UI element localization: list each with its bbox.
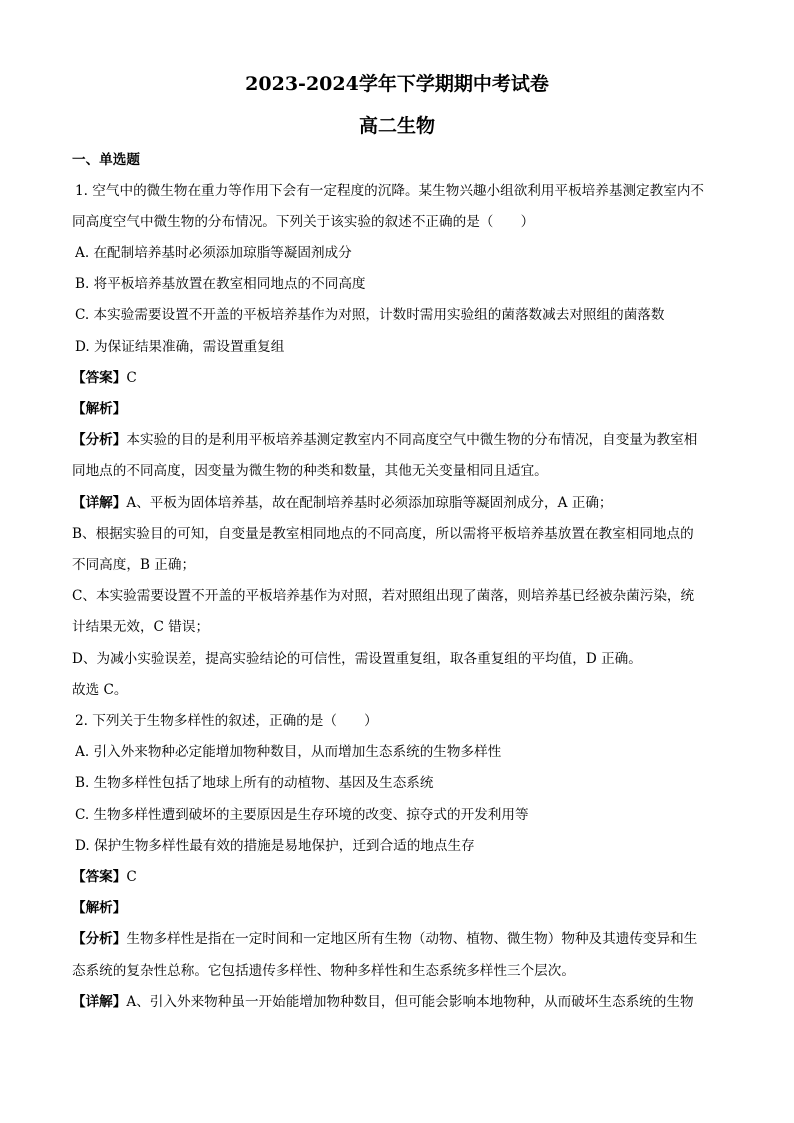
analysis-tag: 【解析】 [72, 900, 127, 916]
q2-answer [72, 867, 722, 887]
q1-option-d: D. 为保证结果准确，需设置重复组 [75, 339, 285, 355]
q2-option-a: A. 引入外来物种必定能增加物种数目，从而增加生态系统的生物多样性 [75, 744, 502, 760]
xiangjie-tag: 【详解】 [72, 994, 127, 1010]
q1-answer [72, 368, 722, 388]
q2-option-c: C. 生物多样性遭到破坏的主要原因是生存环境的改变、掠夺式的开发利用等 [75, 807, 529, 823]
answer-value: C [126, 869, 137, 885]
q2-stem: 2. 下列关于生物多样性的叙述，正确的是（ ） [75, 713, 378, 729]
fenxi-tag: 【分析】 [72, 432, 127, 448]
q1-stem-line2: 同高度空气中微生物的分布情况。下列关于该实验的叙述不正确的是（ ） [72, 214, 535, 230]
q2-xiangjie-line1 [72, 992, 722, 1012]
q1-stem-line1: 1. 空气中的微生物在重力等作用下会有一定程度的沉降。某生物兴趣小组欲利用平板培养基测定教室内不 [75, 183, 705, 199]
page-title: 2023-2024学年下学期期中考试卷 [245, 73, 549, 95]
q2-option-b: B. 生物多样性包括了地球上所有的动植物、基因及生态系统 [75, 775, 434, 791]
analysis-tag: 【解析】 [72, 401, 127, 417]
fenxi-text: 本实验的目的是利用平板培养基测定教室内不同高度空气中微生物的分布情况，自变量为教室相 [126, 432, 698, 448]
q1-analysis-tag [72, 399, 722, 419]
fenxi-text: 生物多样性是指在一定时间和一定地区所有生物（动物、植物、微生物）物种及其遗传变异和生 [126, 931, 698, 947]
answer-tag: 【答案】 [72, 370, 127, 386]
section-heading: 一、单选题 [72, 152, 140, 168]
xiangjie-text: A、引入外来物种虽一开始能增加物种数目，但可能会影响本地物种，从而破坏生态系统的生物 [126, 994, 694, 1010]
q1-xiangjie-line1 [72, 493, 722, 513]
q1-option-a: A. 在配制培养基时必须添加琼脂等凝固剂成分 [75, 245, 352, 261]
q1-conclusion: 故选 C。 [72, 682, 128, 698]
fenxi-tag: 【分析】 [72, 931, 127, 947]
q1-b-line2: 不同高度，B 正确； [72, 557, 196, 573]
q1-fenxi-line2: 同地点的不同高度，因变量为微生物的种类和数量，其他无关变量相同且适宜。 [72, 463, 548, 479]
xiangjie-text: A、平板为固体培养基，故在配制培养基时必须添加琼脂等凝固剂成分，A 正确； [126, 495, 613, 511]
q1-d-line1: D、为减小实验误差，提高实验结论的可信性，需设置重复组，取各重复组的平均值，D 正确。 [72, 651, 642, 667]
q2-fenxi-line2: 态系统的复杂性总称。它包括遗传多样性、物种多样性和生态系统多样性三个层次。 [72, 963, 575, 979]
q1-option-b: B. 将平板培养基放置在教室相同地点的不同高度 [75, 276, 366, 292]
q1-c-line2: 计结果无效，C 错误； [72, 619, 210, 635]
q1-b-line1: B、根据实验目的可知，自变量是教室相同地点的不同高度，所以需将平板培养基放置在教室相同地点的 [72, 526, 694, 542]
answer-value: C [126, 370, 137, 386]
answer-tag: 【答案】 [72, 869, 127, 885]
q2-analysis-tag [72, 898, 722, 918]
q2-fenxi-line1 [72, 929, 722, 949]
q1-c-line1: C、本实验需要设置不开盖的平板培养基作为对照，若对照组出现了菌落，则培养基已经被杂菌污染，统 [72, 588, 695, 604]
page-subtitle: 高二生物 [358, 115, 435, 137]
q1-fenxi-line1 [72, 430, 722, 450]
q2-option-d: D. 保护生物多样性最有效的措施是易地保护，迁到合适的地点生存 [75, 838, 475, 854]
xiangjie-tag: 【详解】 [72, 495, 127, 511]
q1-option-c: C. 本实验需要设置不开盖的平板培养基作为对照，计数时需用实验组的菌落数减去对照组的菌落数 [75, 307, 665, 323]
